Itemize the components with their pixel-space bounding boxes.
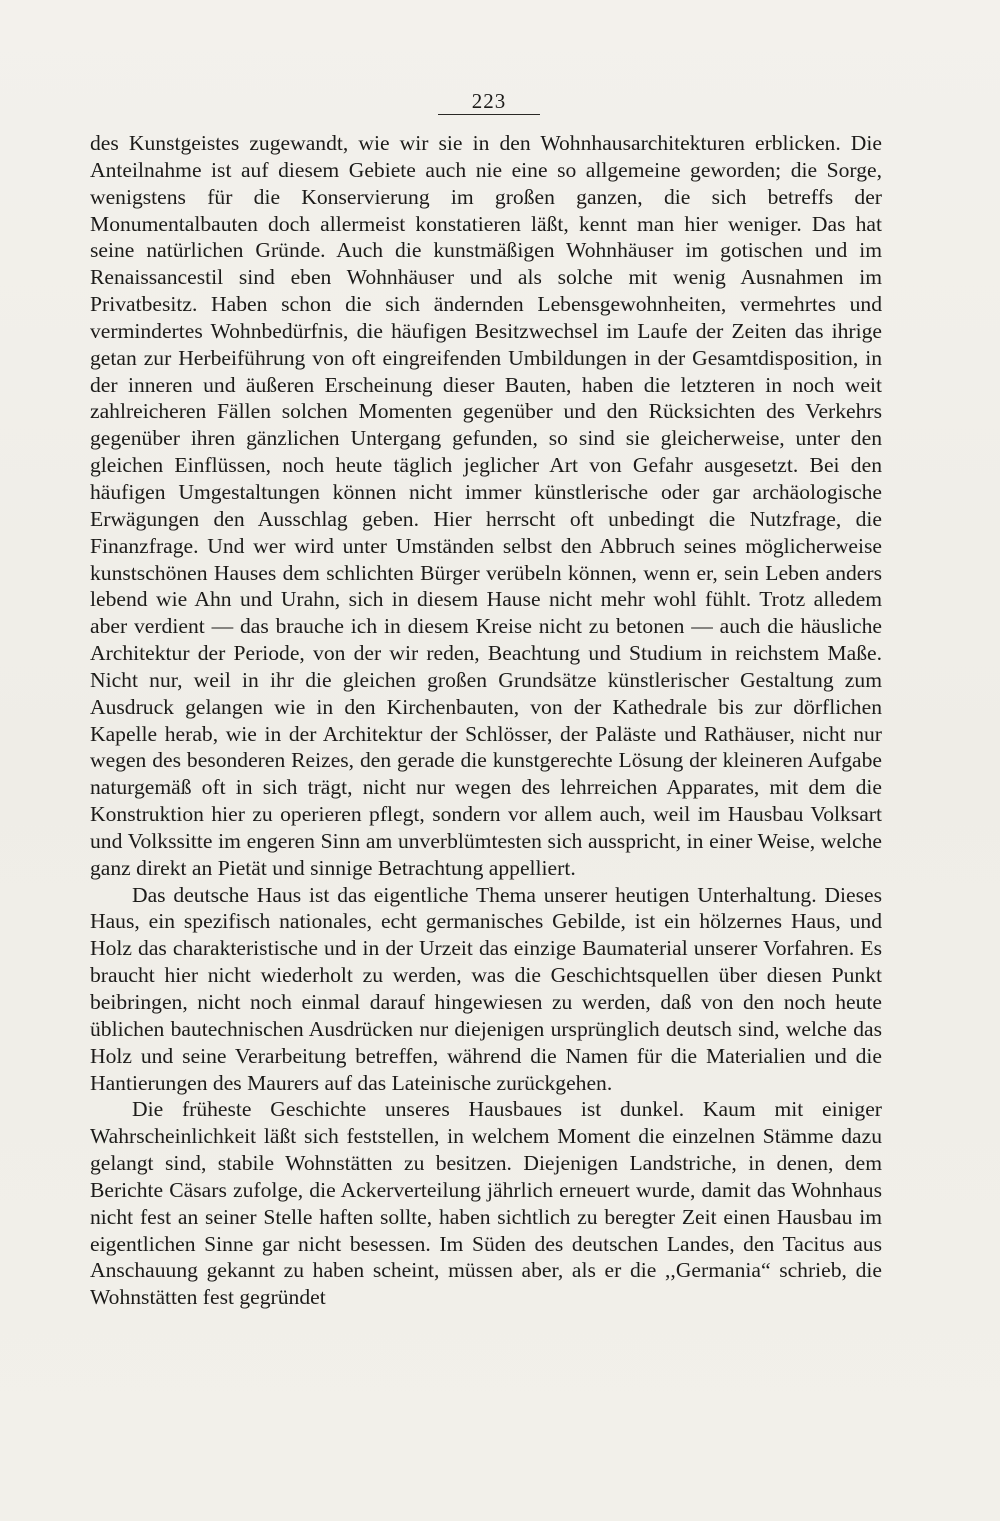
paragraph-3: Die früheste Geschichte unseres Hausbaues ist dunkel. Kaum mit einiger Wahrscheinlichkeit läßt sich feststellen, in welchem Moment die einzelnen Stämme dazu gelangt sind, stabile Wohnstätten zu besitzen. Diejenigen Landstriche, in denen, dem Berichte Cäsars zufolge, die Ackerverteilung jährlich erneuert wurde, damit das Wohnhaus nicht fest an seiner Stelle haften sollte, haben sichtlich zu beregter Zeit einen Hausbau im eigentlichen Sinne gar nicht besessen. Im Süden des deutschen Landes, den Tacitus aus Anschauung gekannt zu haben scheint, müssen aber, als er die ,,Germania“ schrieb, die Wohnstätten fest gegründet (90, 1097, 882, 1310)
paragraph-2: Das deutsche Haus ist das eigentliche Thema unserer heutigen Unterhaltung. Dieses Haus, ein spezifisch nationales, echt germanisches Gebilde, ist ein hölzernes Haus, und Holz das charakteristische und in der Urzeit das einzige Baumaterial unserer Vorfahren. Es braucht hier nicht wiederholt zu werden, was die Geschichtsquellen über diesen Punkt beibringen, nicht noch einmal darauf hingewiesen zu werden, daß von den noch heute üblichen bautechnischen Ausdrücken nur diejenigen ursprünglich deutsch sind, welche das Holz und seine Verarbeitung betreffen, während die Namen für die Materialien und die Hantierungen des Maurers auf das Lateinische zurückgehen. (90, 882, 882, 1095)
page-number: 223 (471, 89, 507, 113)
page-number-rule (438, 114, 540, 115)
body-text (90, 130, 882, 1311)
paragraph-1: des Kunstgeistes zugewandt, wie wir sie in den Wohnhausarchitekturen erblicken. Die Anteilnahme ist auf diesem Gebiete auch nie eine so allgemeine geworden; die Sorge, wenigstens für die Konservierung im großen ganzen, die sich betreffs der Monumentalbauten doch allermeist konstatieren läßt, kennt man hier weniger. Das hat seine natürlichen Gründe. Auch die kunstmäßigen Wohnhäuser im gotischen und im Renaissancestil sind eben Wohnhäuser und als solche mit wenig Ausnahmen im Privatbesitz. Haben schon die sich ändernden Lebensgewohnheiten, vermehrtes und vermindertes Wohnbedürfnis, die häufigen Besitzwechsel im Laufe der Zeiten das ihrige getan zur Herbeiführung von oft eingreifenden Umbildungen in der Gesamtdisposition, in der inneren und äußeren Erscheinung dieser Bauten, haben die letzteren in noch weit zahlreicheren Fällen solchen Momenten gegenüber und den Rücksichten des Verkehrs gegenüber ihren gänzlichen Untergang gefunden, so sind sie gleicherweise, unter den gleichen Einflüssen, noch heute täglich jeglicher Art von Gefahr ausgesetzt. Bei den häufigen Umgestaltungen können nicht immer künstlerische oder gar archäologische Erwägungen den Ausschlag geben. Hier herrscht oft unbedingt die Nutzfrage, die Finanzfrage. Und wer wird unter Umständen selbst den Abbruch seines möglicherweise kunstschönen Hauses dem schlichten Bürger verübeln können, wenn er, sein Leben anders lebend wie Ahn und Urahn, sich in diesem Hause nicht mehr wohl fühlt. Trotz alledem aber verdient — das brauche ich in diesem Kreise nicht zu betonen — auch die häusliche Architektur der Periode, von der wir reden, Beachtung und Studium in reichstem Maße. Nicht nur, weil in ihr die gleichen großen Grundsätze künstlerischer Gestaltung zum Ausdruck gelangen wie in den Kirchenbauten, von der Kathedrale bis zur dörflichen Kapelle herab, wie in der Architektur der Schlösser, der Paläste und Rathäuser, nicht nur wegen des besonderen Reizes, den gerade die kunstgerechte Lösung der kleineren Aufgabe naturgemäß oft in sich trägt, nicht nur wegen des lehrreichen Apparates, mit dem die Konstruktion hier zu operieren pflegt, sondern vor allem auch, weil im Hausbau Volksart und Volkssitte im engeren Sinn am unverblümtesten sich ausspricht, in einer Weise, welche ganz direkt an Pietät und sinnige Betrachtung appelliert. (90, 131, 882, 880)
